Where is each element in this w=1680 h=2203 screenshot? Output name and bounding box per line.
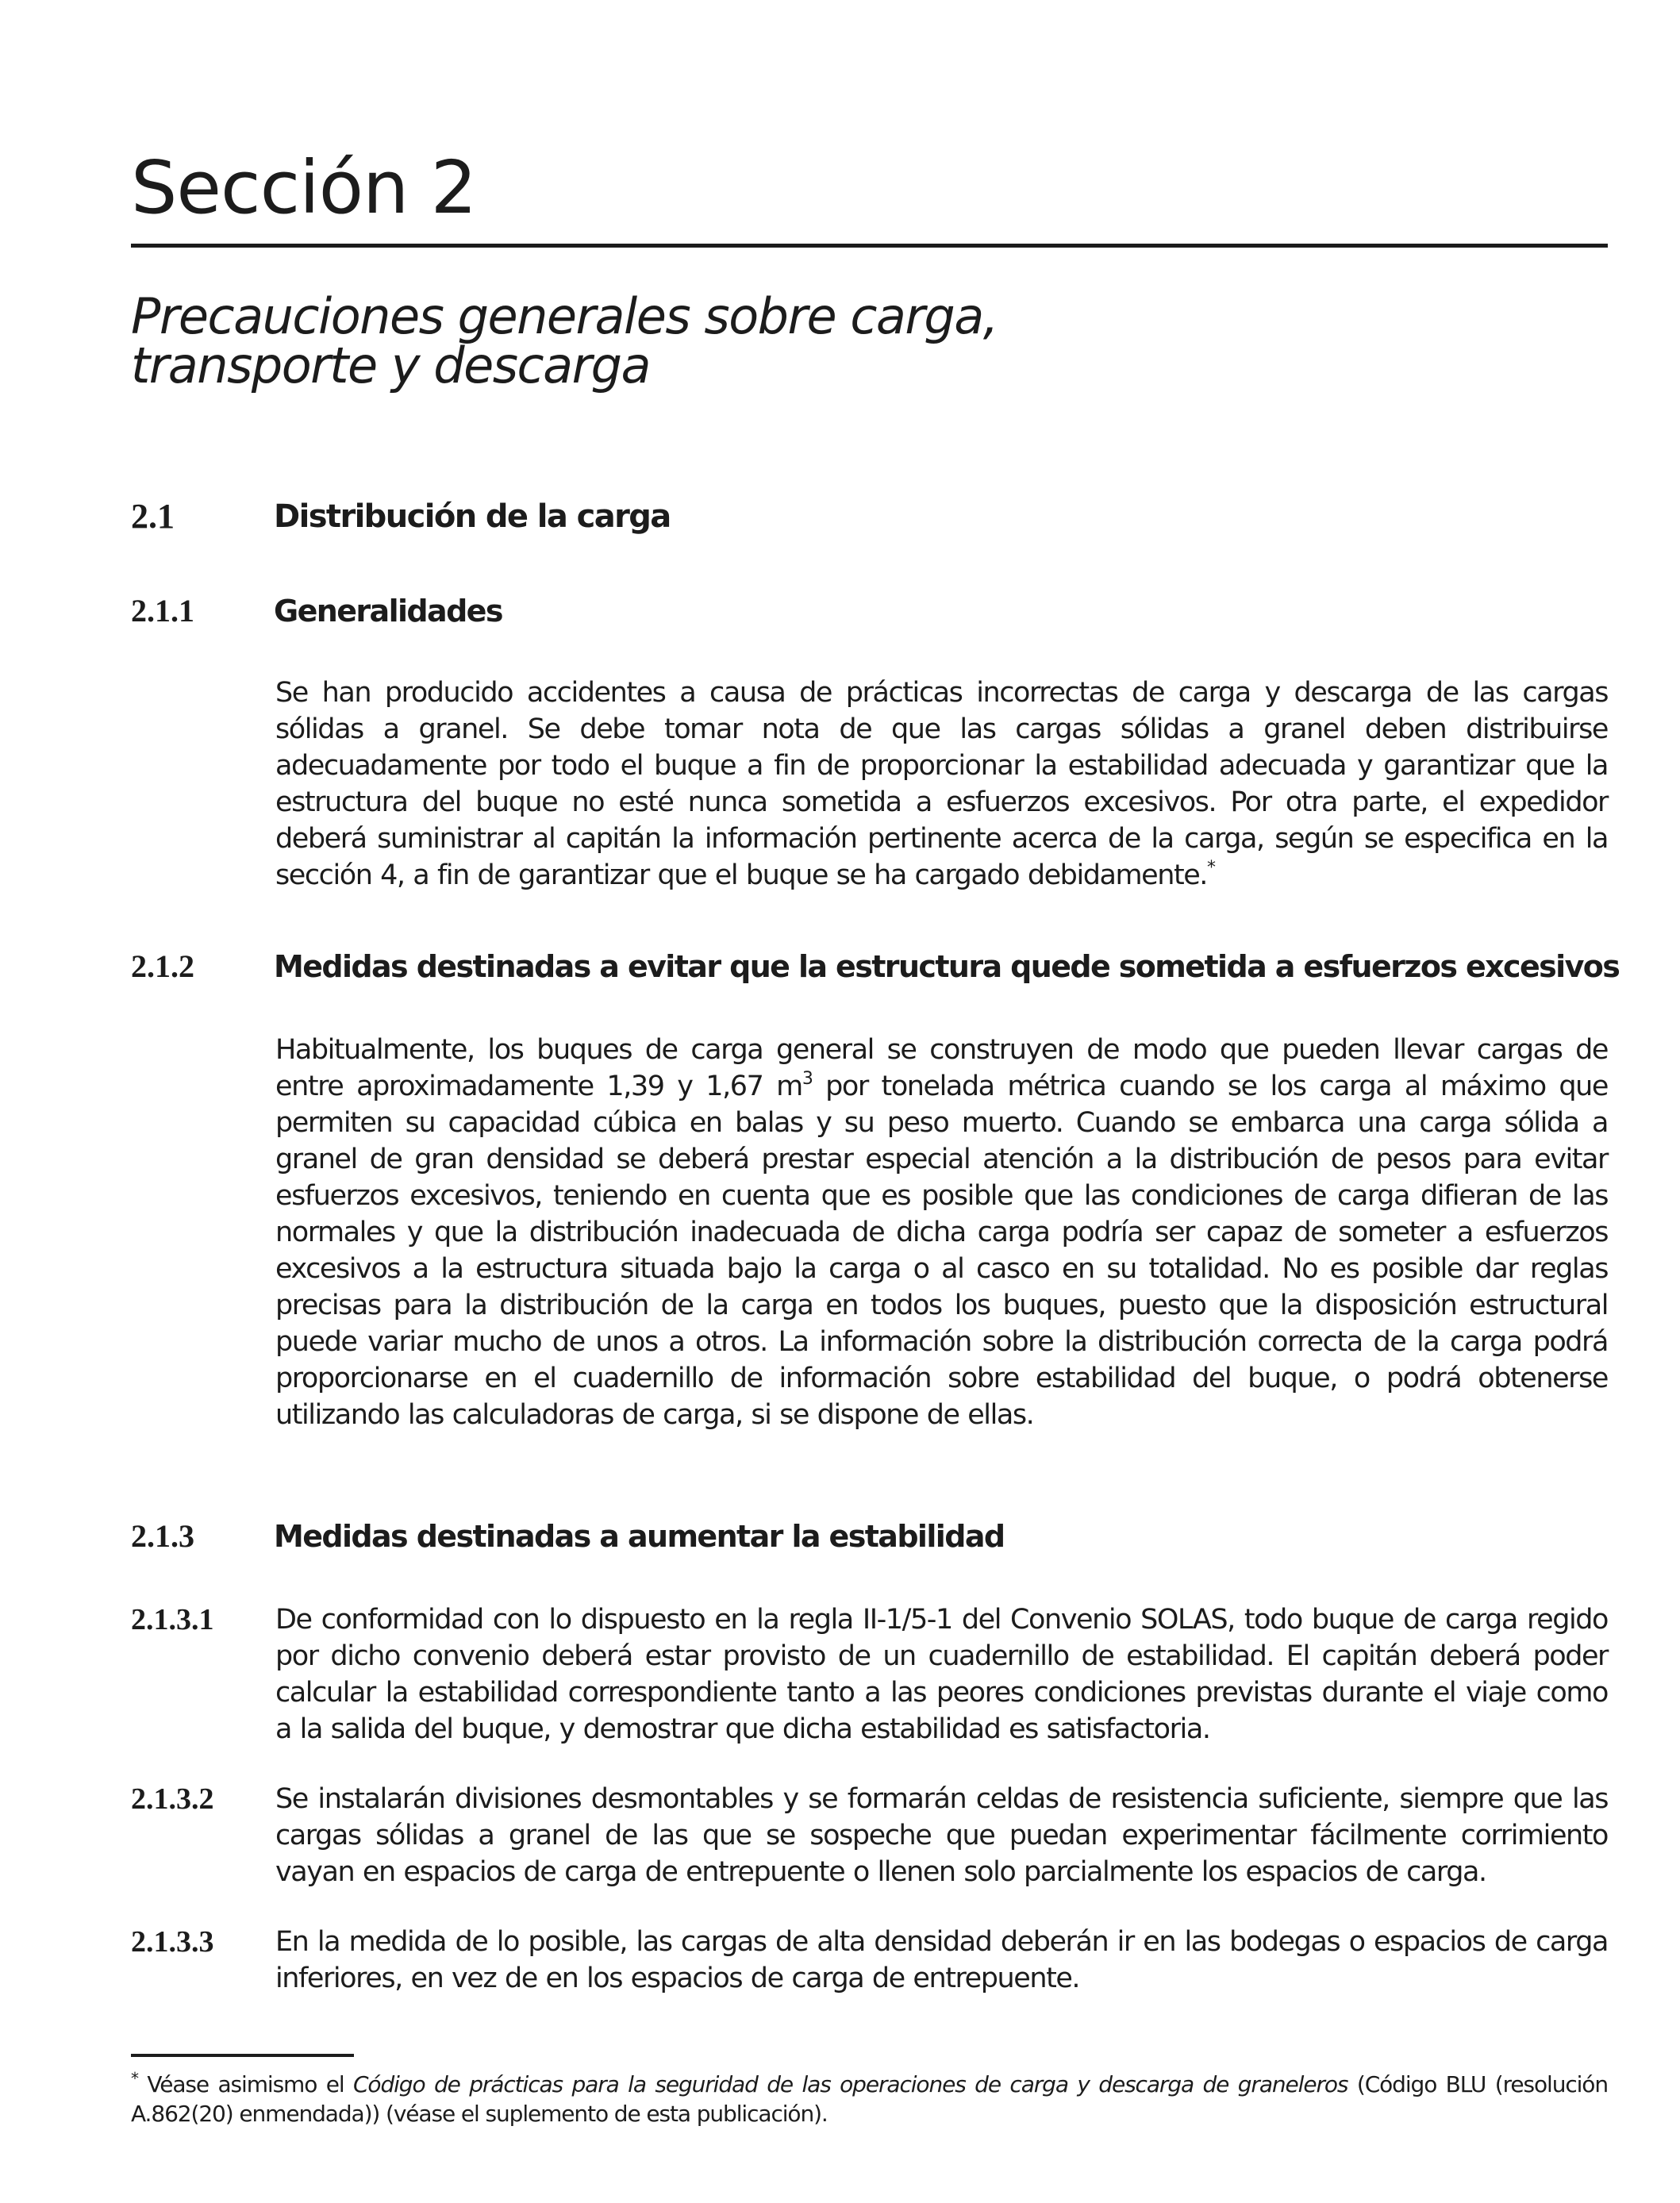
footnote-mark: * — [131, 2069, 138, 2088]
paragraph-2-1-1 — [275, 675, 1608, 894]
heading-number: 2.1 — [131, 497, 175, 536]
section-title: Sección 2 — [131, 145, 477, 230]
footnote-reference[interactable]: * — [1206, 858, 1215, 878]
paragraph-2-1-2 — [275, 1032, 1608, 1433]
paragraph-text-part-1: Habitualmente, los buques de carga general se construyen de modo que pueden llevar cargas de entre aproximadamente 1,39 y 1,67 m — [275, 1034, 1608, 1102]
paragraph-text: Se instalarán divisiones desmontables y se formarán celdas de resistencia suficiente, siempre que las cargas sólidas a granel de las que se sospeche que puedan experimentar fácilmente corrimiento vayan en espacios de carga de entrepuente o llenen solo parcialmente los espacios de carga. — [275, 1783, 1608, 1888]
paragraph-text: De conformidad con lo dispuesto en la regla II-1/5-1 del Convenio SOLAS, todo buque de carga regido por dicho convenio deberá estar provisto de un cuadernillo de estabilidad. El capitán deberá poder calcular la estabilidad correspondiente tanto a las peores condiciones previstas durante el viaje como a la salida del buque, y demostrar que dicha estabilidad es satisfactoria. — [275, 1604, 1608, 1745]
heading-text: Generalidades — [274, 594, 502, 629]
heading-text: Medidas destinadas a aumentar la estabilidad — [274, 1519, 1005, 1554]
title-rule-divider — [131, 244, 1608, 248]
superscript-cubic: 3 — [802, 1069, 813, 1089]
section-subtitle — [131, 287, 998, 394]
paragraph-number: 2.1.3.2 — [131, 1782, 214, 1816]
subtitle-line-1: Precauciones generales sobre carga, — [131, 287, 998, 345]
paragraph-number: 2.1.3.1 — [131, 1603, 214, 1636]
paragraph-text-part-2: por tonelada métrica cuando se los carga al máximo que permiten su capacidad cúbica en balas y su peso muerto. Cuando se embarca una carga sólida a granel de gran densidad se deberá prestar especial atención a la distribución de pesos para evitar esfuerzos excesivos, teniendo en cuenta que es posible que las condiciones de carga difieran de las normales y que la distribución inadecuada de dicha carga podría ser capaz de someter a esfuerzos excesivos a la estructura situada bajo la carga o al casco en su totalidad. No es posible dar reglas precisas para la distribución de la carga en todos los buques, puesto que la disposición estructural puede variar mucho de unos a otros. La información sobre la distribución correcta de la carga podrá proporcionarse en el cuadernillo de información sobre estabilidad del buque, o podrá obtenerse utilizando las calculadoras de carga, si se dispone de ellas. — [275, 1071, 1608, 1431]
footnote-rule-divider — [131, 2054, 354, 2057]
paragraph-number: 2.1.3.3 — [131, 1925, 214, 1959]
heading-text: Distribución de la carga — [274, 498, 671, 535]
footnote — [131, 2070, 1608, 2128]
paragraph-text: Se han producido accidentes a causa de prácticas incorrectas de carga y descarga de las cargas sólidas a granel. Se debe tomar nota de que las cargas sólidas a granel deben distribuirse adecuadamente por todo el buque a fin de proporcionar la estabilidad adecuada y garantizar que la estructura del buque no esté nunca sometida a esfuerzos excesivos. Por otra parte, el expedidor deberá suministrar al capitán la información pertinente acerca de la carga, según se especifica en la sección 4, a fin de garantizar que el buque se ha cargado debidamente. — [275, 677, 1608, 891]
heading-number: 2.1.2 — [131, 948, 194, 984]
heading-number: 2.1.1 — [131, 593, 194, 629]
paragraph-text: En la medida de lo posible, las cargas de alta densidad deberán ir en las bodegas o espacios de carga inferiores, en vez de en los espacios de carga de entrepuente. — [275, 1926, 1608, 1994]
footnote-cited-title: Código de prácticas para la seguridad de las operaciones de carga y descarga de graneleros — [352, 2071, 1348, 2097]
subtitle-line-2: transporte y descarga — [131, 336, 650, 394]
heading-text: Medidas destinadas a evitar que la estructura quede sometida a esfuerzos excesivos — [274, 949, 1620, 984]
footnote-lead: Véase asimismo el — [137, 2071, 353, 2097]
footnote-tail: (Código BLU (resolución A.862(20) enmendada)) (véase el suplemento de esta publicación). — [131, 2071, 1608, 2127]
heading-number: 2.1.3 — [131, 1518, 194, 1554]
